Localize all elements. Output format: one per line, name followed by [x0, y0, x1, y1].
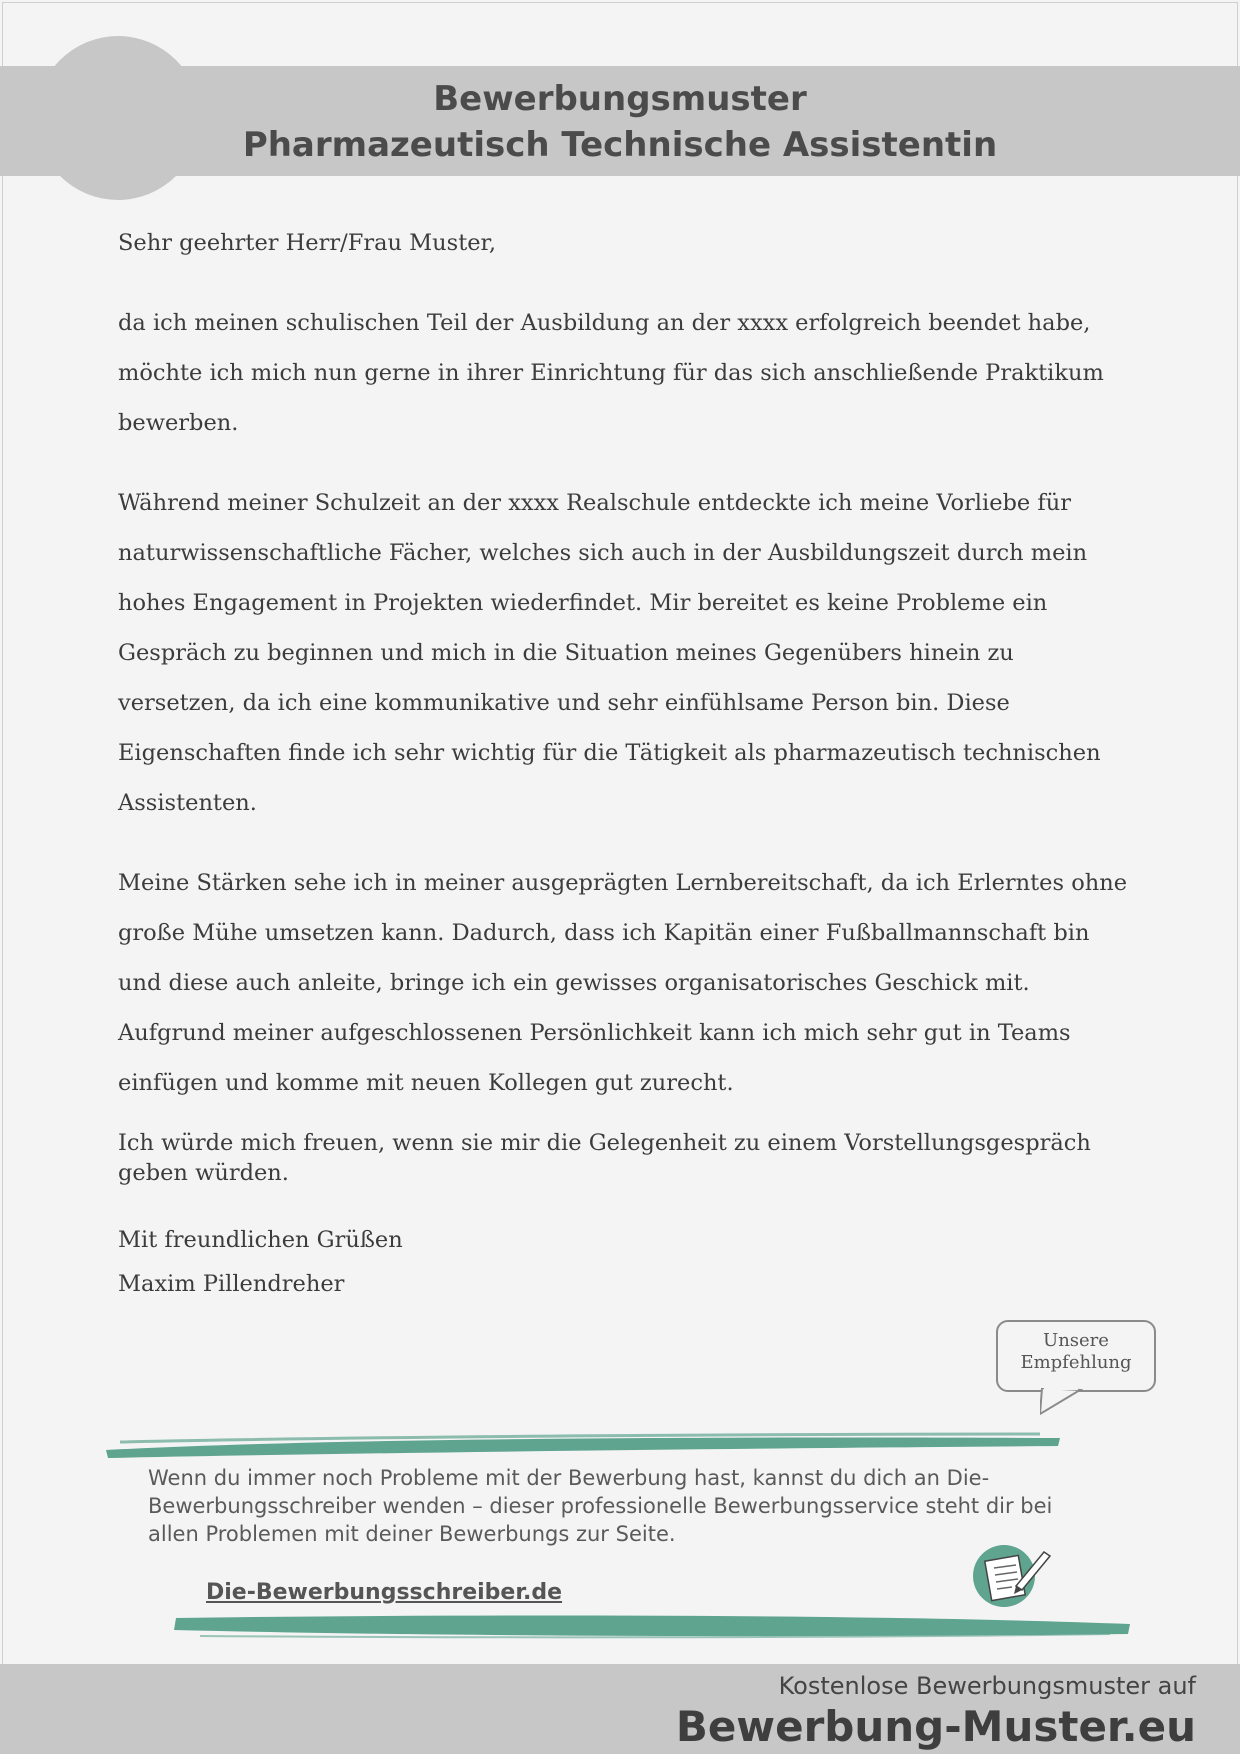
paragraph-1: da ich meinen schulischen Teil der Ausbildung an der xxxx erfolgreich beendet habe, möchte ich mich nun gerne in ihrer Einrichtung für das sich anschließende Praktikum bewerben.	[118, 310, 1104, 436]
bubble-tail	[1040, 1388, 1100, 1416]
recommendation-bubble	[996, 1320, 1156, 1392]
closing-paragraph: Ich würde mich freuen, wenn sie mir die Gelegenheit zu einem Vorstellungsgespräch geben würden.	[118, 1130, 1091, 1186]
paragraph-2: Während meiner Schulzeit an der xxxx Realschule entdeckte ich meine Vorliebe für naturwissenschaftliche Fächer, welches sich auch in der Ausbildungszeit durch mein hohes Engagement in Projekten wiederfindet. Mir bereitet es keine Probleme ein Gespräch zu beginnen und mich in die Situation meines Gegenübers hinein zu versetzen, da ich eine kommunikative und sehr einfühlsame Person bin. Diese Eigenschaften finde ich sehr wichtig für die Tätigkeit als pharmazeutisch technischen Assistenten.	[118, 490, 1101, 816]
footer-tagline: Kostenlose Bewerbungsmuster auf	[778, 1672, 1196, 1700]
promo-link[interactable]: Die-Bewerbungsschreiber.de	[206, 1580, 563, 1605]
promo-text: Wenn du immer noch Probleme mit der Bewerbung hast, kannst du dich an Die-Bewerbungsschreiber wenden – dieser professionelle Bewerbungsservice steht dir bei allen Problemen mit deiner Bewerbungs zur Seite.	[148, 1466, 1053, 1546]
title-line-2: Pharmazeutisch Technische Assistentin	[242, 125, 998, 165]
signature-name: Maxim Pillendreher	[118, 1271, 345, 1297]
paragraph-3: Meine Stärken sehe ich in meiner ausgeprägten Lernbereitschaft, da ich Erlerntes ohne große Mühe umsetzen kann. Dadurch, dass ich Kapitän einer Fußballmannschaft bin und diese auch anleite, bringe ich ein gewisses organisatorisches Geschick mit. Aufgrund meiner aufgeschlossenen Persönlichkeit kann ich mich sehr gut in Teams einfügen und komme mit neuen Kollegen gut zurecht.	[118, 870, 1128, 1096]
recommendation-line-2: Empfehlung	[1020, 1352, 1132, 1373]
page-title	[0, 76, 1240, 168]
letter-body	[118, 218, 1138, 1306]
brush-stroke-top	[100, 1428, 1070, 1462]
title-line-1: Bewerbungsmuster	[433, 79, 807, 119]
brush-stroke-bottom	[170, 1608, 1140, 1642]
closing-greeting: Mit freundlichen Grüßen	[118, 1227, 403, 1253]
document-pen-icon	[972, 1538, 1054, 1610]
footer-site-name: Bewerbung-Muster.eu	[675, 1702, 1196, 1751]
salutation: Sehr geehrter Herr/Frau Muster,	[118, 230, 496, 256]
recommendation-line-1: Unsere	[1043, 1330, 1109, 1351]
